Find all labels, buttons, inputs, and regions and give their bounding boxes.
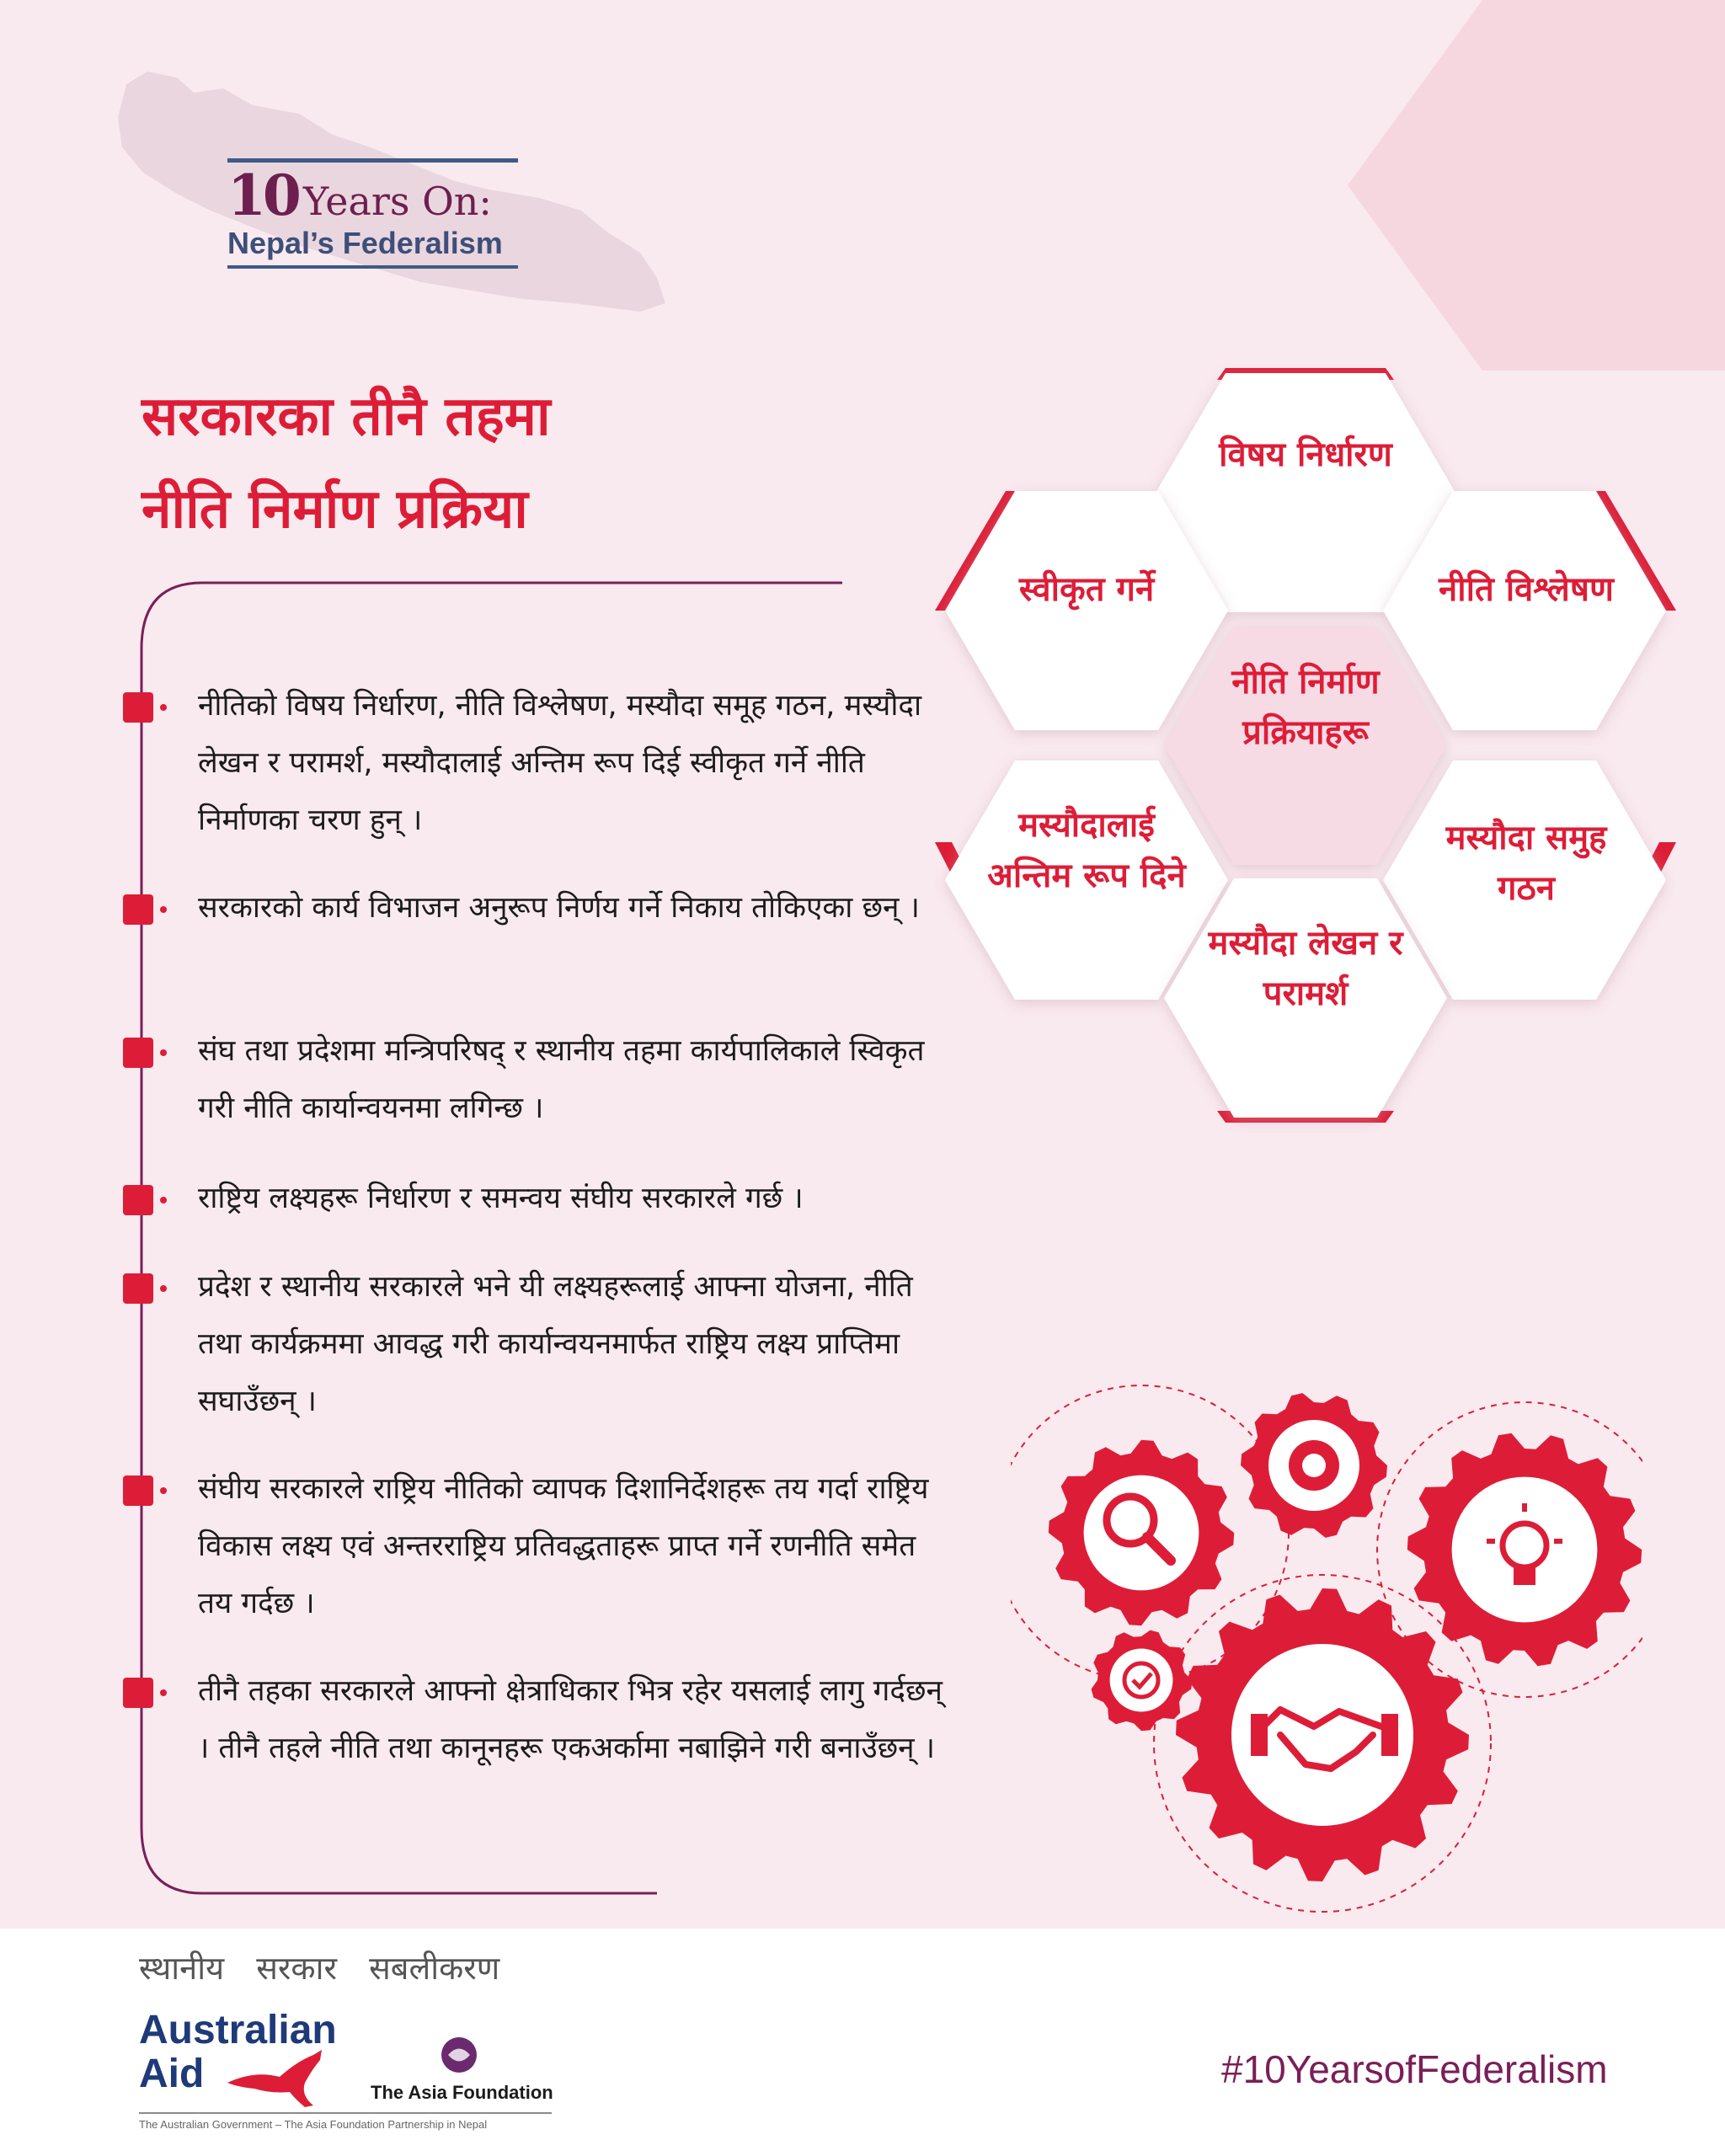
gears-illustration: [1011, 1364, 1642, 1920]
bullet-marker: [123, 1185, 153, 1215]
gear-left-hub: [1084, 1476, 1199, 1591]
point-text: संघीय सरकारले राष्ट्रिय नीतिको व्यापक दिशानिर्देशहरू तय गर्दा राष्ट्रिय विकास लक्ष्य एवं अन्तरराष्ट्रिय प्रतिवद्धताहरू प्राप्त गर्ने रणनीति समेत तय गर्दछ ।: [198, 1472, 929, 1620]
logo-bottom-rule: [227, 265, 518, 269]
bullet-dot: [160, 906, 167, 913]
bullet-marker: [123, 692, 153, 723]
bullet-dot: [160, 1285, 167, 1292]
logo-number: 10: [227, 163, 298, 228]
bullet-marker: [123, 894, 153, 925]
point-text: संघ तथा प्रदेशमा मन्त्रिपरिषद् र स्थानीय तहमा कार्यपालिकाले स्विकृत गरी नीति कार्यान्वयनमा लगिन्छ ।: [198, 1034, 925, 1125]
asia-foundation-logo-icon: [438, 2034, 480, 2076]
bullet-dot: [160, 704, 167, 711]
point-text: तीनै तहका सरकारले आफ्नो क्षेत्राधिकार भित्र रहेर यसलाई लागु गर्दछन् । तीनै तहले नीति तथा कानूनहरू एकअर्कामा नबाझिने गरी बनाउँछन् ।: [198, 1674, 943, 1765]
gear-right-hub: [1452, 1477, 1598, 1623]
footer-tagline: स्थानीय सरकार सबलीकरण: [139, 1950, 500, 1987]
bullet-marker: [123, 1038, 153, 1068]
logo-subtitle: Nepal’s Federalism: [227, 226, 503, 260]
bullet-dot: [160, 1197, 167, 1203]
point-text: नीतिको विषय निर्धारण, नीति विश्लेषण, मस्यौदा समूह गठन, मस्यौदा लेखन र परामर्श, मस्यौदालाई अन्तिम रूप दिई स्वीकृत गर्ने नीति निर्माणका चरण हुन् ।: [198, 689, 922, 837]
point-text: सरकारको कार्य विभाजन अनुरूप निर्णय गर्ने निकाय तोकिएका छन् ।: [198, 891, 920, 925]
aus-aid-line-2: Aid: [139, 2052, 205, 2096]
bullet-dot: [160, 1689, 167, 1696]
hex-label-upper-left: स्वीकृत गर्ने: [1018, 570, 1155, 609]
hex-label-upper-right: नीति विश्लेषण: [1439, 570, 1614, 609]
gear-small-hub: [1110, 1649, 1173, 1712]
bullet-marker: [123, 1678, 153, 1708]
point-text: राष्ट्रिय लक्ष्यहरू निर्धारण र समन्वय संघीय सरकारले गर्छ ।: [198, 1182, 804, 1215]
hex-label-center: नीति निर्माण प्रक्रियाहरू: [1231, 663, 1380, 752]
hex-label-lower-left: मस्यौदालाई अन्तिम रूप दिने: [987, 806, 1186, 895]
hashtag: #10YearsofFederalism: [1221, 2047, 1608, 2091]
page-title: [142, 371, 551, 556]
bullet-dot: [160, 1049, 167, 1056]
asia-foundation-name: The Asia Foundation: [371, 2082, 553, 2103]
series-logo: [227, 158, 522, 269]
bullet-marker: [123, 1273, 153, 1304]
hex-label-bottom: मस्यौदा लेखन र परामर्श: [1208, 924, 1403, 1013]
hex-label-lower-right: मस्यौदा समुह गठन: [1445, 819, 1607, 908]
hex-label-top: विषय निर्धारण: [1219, 435, 1392, 474]
aus-aid-line-1: Australian: [139, 2008, 337, 2052]
title-line-2: नीति निर्माण प्रक्रिया: [142, 478, 528, 541]
title-line-1: सरकारका तीनै तहमा: [142, 386, 551, 448]
point-text: प्रदेश र स्थानीय सरकारले भने यी लक्ष्यहरूलाई आफ्ना योजना, नीति तथा कार्यक्रममा आवद्ध गरी कार्यान्वयनमार्फत राष्ट्रिय लक्ष्य प्राप्तिमा सघाउँछन् ।: [198, 1270, 913, 1418]
partnership-credit: The Australian Government – The Asia Foundation Partnership in Nepal: [139, 2118, 488, 2131]
bullet-dot: [160, 1487, 167, 1494]
credit-rule: [139, 2112, 552, 2114]
target-icon: [1289, 1440, 1339, 1491]
policy-process-hexagon-diagram: [935, 358, 1676, 1133]
bullet-marker: [123, 1476, 153, 1506]
corner-hexagon: [1348, 0, 1725, 371]
kangaroo-icon: [221, 2045, 347, 2112]
logo-words: Years On:: [302, 179, 492, 224]
